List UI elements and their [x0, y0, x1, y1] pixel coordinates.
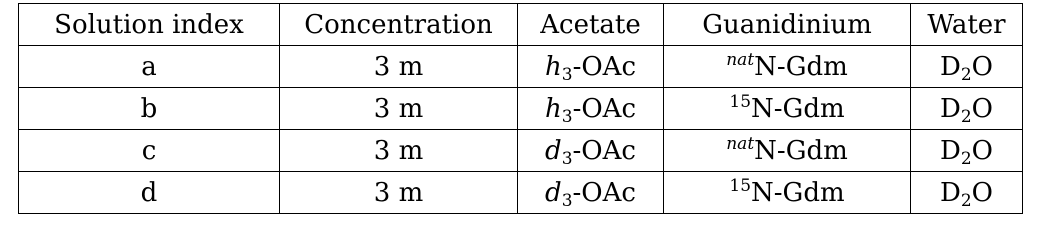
acetate-suffix: -OAc: [572, 135, 636, 166]
acetate-count: 3: [561, 64, 573, 85]
acetate-isotope: d: [545, 177, 562, 208]
cell-concentration: 3 m: [280, 46, 518, 88]
cell-water: [911, 46, 1023, 88]
acetate-isotope: h: [544, 51, 562, 82]
water-base: D: [939, 177, 961, 208]
cell-acetate: [518, 88, 664, 130]
water-base: D: [939, 51, 961, 82]
cell-acetate: [518, 172, 664, 214]
guanidinium-suffix: N-Gdm: [754, 51, 848, 82]
water-base: D: [939, 135, 961, 166]
guanidinium-isotope: nat: [726, 133, 755, 154]
water-suffix: O: [971, 93, 993, 124]
guanidinium-suffix: N-Gdm: [754, 135, 848, 166]
cell-concentration: 3 m: [280, 130, 518, 172]
cell-guanidinium: [664, 88, 911, 130]
water-count: 2: [960, 106, 972, 127]
cell-concentration: 3 m: [280, 88, 518, 130]
cell-water: [911, 130, 1023, 172]
water-suffix: O: [971, 51, 993, 82]
guanidinium-isotope: 15: [729, 175, 752, 196]
acetate-suffix: -OAc: [572, 177, 636, 208]
table-row: [19, 130, 1023, 172]
cell-water: [911, 172, 1023, 214]
water-count: 2: [960, 64, 972, 85]
cell-acetate: [518, 46, 664, 88]
solutions-table: [18, 3, 1023, 214]
header-concentration: Concentration: [280, 4, 518, 46]
header-acetate: Acetate: [518, 4, 664, 46]
cell-water: [911, 88, 1023, 130]
header-row: [19, 4, 1023, 46]
table-row: [19, 88, 1023, 130]
guanidinium-suffix: N-Gdm: [751, 177, 845, 208]
acetate-suffix: -OAc: [572, 51, 637, 82]
table-row: [19, 172, 1023, 214]
cell-solution-index: d: [19, 172, 280, 214]
water-base: D: [939, 93, 961, 124]
acetate-isotope: d: [545, 135, 562, 166]
cell-concentration: 3 m: [280, 172, 518, 214]
cell-solution-index: c: [19, 130, 280, 172]
acetate-isotope: h: [544, 93, 562, 124]
water-suffix: O: [971, 177, 993, 208]
cell-guanidinium: [664, 130, 911, 172]
guanidinium-isotope: nat: [726, 49, 755, 70]
header-water: Water: [911, 4, 1023, 46]
water-count: 2: [960, 190, 972, 211]
cell-guanidinium: [664, 46, 911, 88]
table-row: [19, 46, 1023, 88]
acetate-count: 3: [561, 148, 573, 169]
acetate-count: 3: [561, 106, 573, 127]
cell-guanidinium: [664, 172, 911, 214]
acetate-suffix: -OAc: [572, 93, 637, 124]
guanidinium-isotope: 15: [729, 91, 752, 112]
acetate-count: 3: [561, 190, 573, 211]
cell-solution-index: a: [19, 46, 280, 88]
water-count: 2: [960, 148, 972, 169]
header-guanidinium: Guanidinium: [664, 4, 911, 46]
guanidinium-suffix: N-Gdm: [751, 93, 845, 124]
water-suffix: O: [971, 135, 993, 166]
header-solution-index: Solution index: [19, 4, 280, 46]
cell-acetate: [518, 130, 664, 172]
cell-solution-index: b: [19, 88, 280, 130]
